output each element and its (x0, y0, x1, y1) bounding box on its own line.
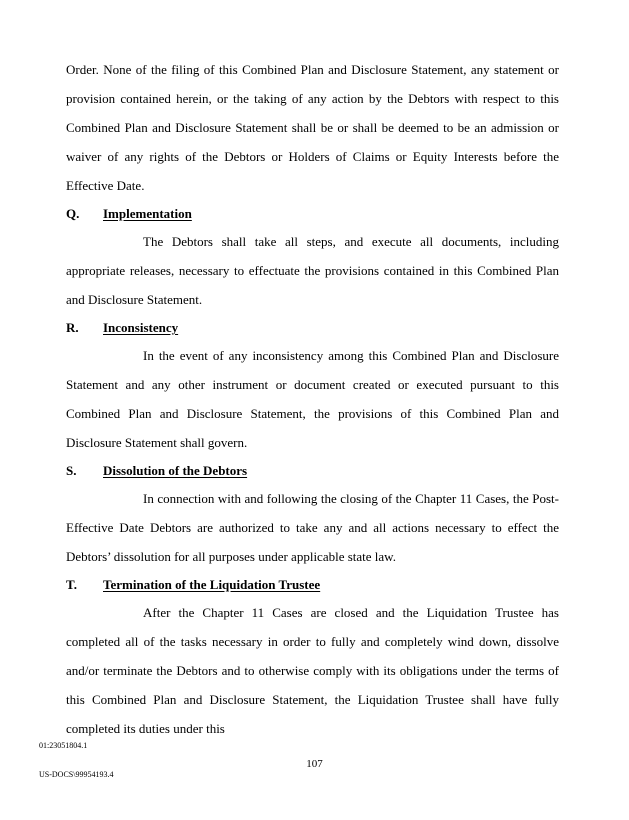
heading-termination (66, 577, 320, 593)
heading-implementation (66, 206, 192, 222)
heading-title: Implementation (103, 206, 192, 221)
paragraph-implementation: The Debtors shall take all steps, and execute all documents, including appropriate releases, necessary to effectuate the provisions contained in this Combined Plan and Disclosure Statement. (66, 234, 559, 307)
paragraph-inconsistency: In the event of any inconsistency among this Combined Plan and Disclosure Statement and any other instrument or document created or executed pursuant to this Combined Plan and Disclosure Statement, the provisions of this Combined Plan and Disclosure Statement shall govern. (66, 348, 559, 450)
heading-inconsistency (66, 320, 178, 336)
heading-title: Dissolution of the Debtors (103, 463, 248, 478)
heading-dissolution (66, 463, 247, 479)
heading-title: Termination of the Liquidation Trustee (103, 577, 321, 592)
heading-letter: R. (66, 320, 79, 335)
heading-letter: S. (66, 463, 77, 478)
footer-doc-id-2: US-DOCS\99954193.4 (39, 770, 114, 779)
heading-letter: Q. (66, 206, 80, 221)
heading-letter: T. (66, 577, 77, 592)
paragraph-termination: After the Chapter 11 Cases are closed and the Liquidation Trustee has completed all of the tasks necessary in order to fully and completely wind down, dissolve and/or terminate the Debtors and to otherwise comply with its obligations under the terms of this Combined Plan and Disclosure Statement, the Liquidation Trustee shall have fully completed its duties under this (66, 605, 559, 736)
page-number: 107 (306, 758, 323, 770)
paragraph-order: Order. None of the filing of this Combined Plan and Disclosure Statement, any statement or provision contained herein, or the taking of any action by the Debtors with respect to this Combined Plan and Disclosure Statement shall be or shall be deemed to be an admission or waiver of any rights of the Debtors or Holders of Claims or Equity Interests before the Effective Date. (66, 62, 559, 193)
heading-title: Inconsistency (103, 320, 179, 335)
paragraph-dissolution: In connection with and following the closing of the Chapter 11 Cases, the Post-Effective Date Debtors are authorized to take any and all actions necessary to effect the Debtors’ dissolution for all purposes under applicable state law. (66, 491, 559, 564)
footer-doc-id-1: 01:23051804.1 (39, 741, 88, 750)
